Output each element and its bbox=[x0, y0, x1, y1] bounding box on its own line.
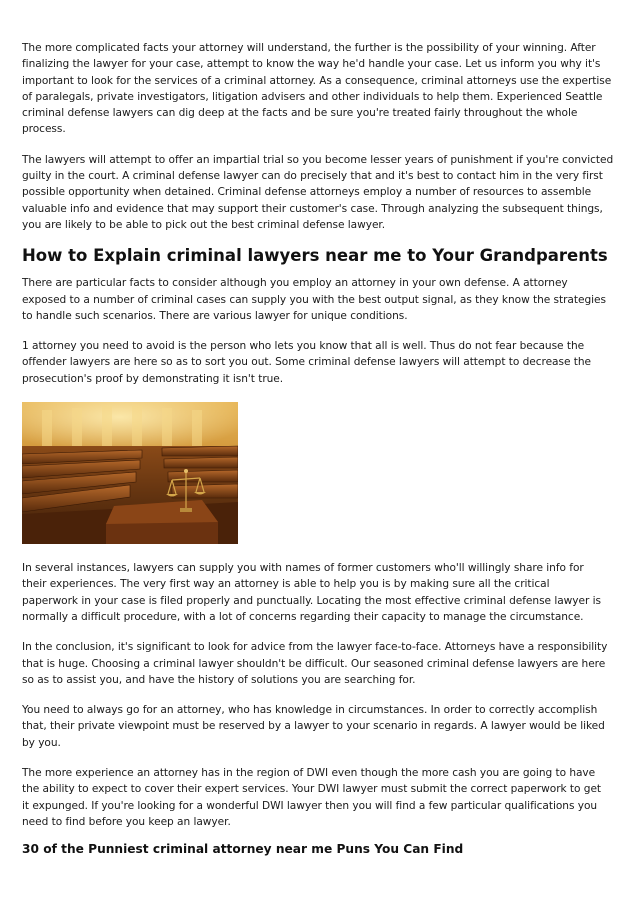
paragraph-4: 1 attorney you need to avoid is the person who lets you know that all is well. Thus do not fear because the offender lawyers are here so as to sort you out. Some criminal defense lawyers will attempt to decrease the prosecution's proof by demonstrating it isn't true. bbox=[22, 340, 591, 385]
subsection-heading: 30 of the Punniest criminal attorney near me Puns You Can Find bbox=[22, 842, 464, 857]
paragraph-5: In several instances, lawyers can supply you with names of former customers who'll willingly share info for their experiences. The very first way an attorney is able to help you is by making sure all the critical paperwork in your case is filed properly and punctually. Locating the most effective criminal defense lawyer is normally a difficult procedure, with a lot of concerns regarding their capacity to manage the circumstance. bbox=[22, 562, 601, 623]
document-page bbox=[22, 40, 618, 857]
paragraph-8: The more experience an attorney has in the region of DWI even though the more cash you are going to have the ability to expect to cover their expert services. Your DWI lawyer must submit the correct paperwork to get it expunged. If you're looking for a wonderful DWI lawyer then you will find a few particular qualifications you need to find before you keep an lawyer. bbox=[22, 767, 602, 828]
paragraph-1: The more complicated facts your attorney will understand, the further is the possibility of your winning. After finalizing the lawyer for your case, attempt to know the way he'd handle your case. Let us inform you why it's important to look for the services of a criminal attorney. As a consequence, criminal attorneys use the expertise of paralegals, private investigators, litigation advisers and other individuals to help them. Experienced Seattle criminal defense lawyers can dig deep at the facts and be sure you're treated fairly throughout the whole process. bbox=[22, 42, 612, 136]
section-heading: How to Explain criminal lawyers near me to Your Grandparents bbox=[22, 246, 608, 266]
paragraph-7: You need to always go for an attorney, who has knowledge in circumstances. In order to correctly accomplish that, their private viewpoint must be reserved by a lawyer to your scenario in regards. A lawyer would be liked by you. bbox=[22, 704, 605, 749]
paragraph-6: In the conclusion, it's significant to look for advice from the lawyer face-to-face. Attorneys have a responsibility that is huge. Choosing a criminal lawyer shouldn't be difficult. Our seasoned criminal defense lawyers are here so as to assist you, and have the history of solutions you are searching for. bbox=[22, 641, 608, 686]
paragraph-3: There are particular facts to consider although you employ an attorney in your own defense. A attorney exposed to a number of criminal cases can supply you with the best output signal, as they know the strategies to handle such scenarios. There are various lawyer for unique conditions. bbox=[22, 277, 606, 322]
paragraph-2: The lawyers will attempt to offer an impartial trial so you become lesser years of punishment if you're convicted guilty in the court. A criminal defense lawyer can do precisely that and it's best to contact him in the very first possible opportunity when detained. Criminal defense attorneys employ a number of resources to assemble valuable info and evidence that may support their customer's case. Through analyzing the subsequent things, you are likely to be able to pick out the best criminal defense lawyer. bbox=[22, 153, 614, 231]
courtroom-image bbox=[22, 402, 238, 544]
